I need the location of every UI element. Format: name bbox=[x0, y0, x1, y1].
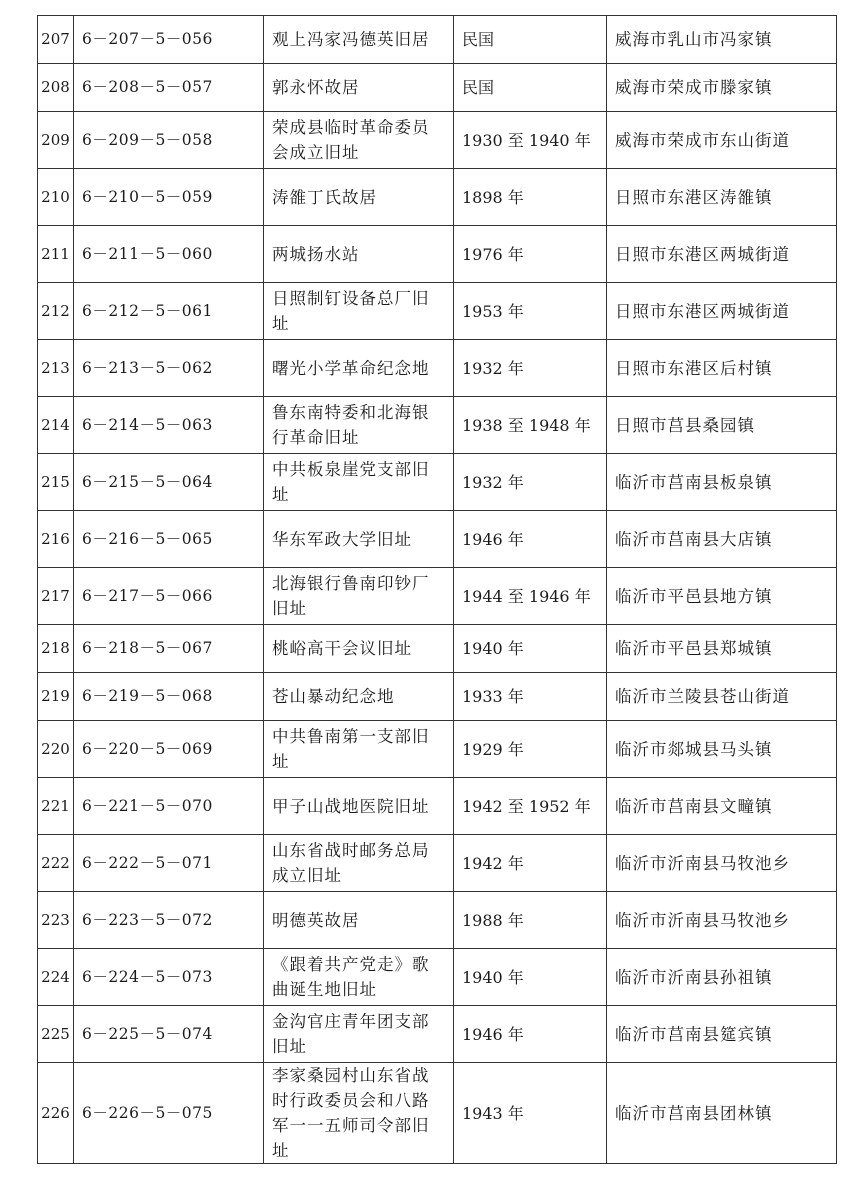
table-row bbox=[38, 64, 837, 112]
row-number: 225 bbox=[38, 1006, 74, 1063]
site-code: 6－212－5－061 bbox=[74, 283, 264, 340]
site-era: 1976 年 bbox=[454, 226, 607, 283]
table-row bbox=[38, 625, 837, 673]
site-code: 6－226－5－075 bbox=[74, 1063, 264, 1164]
site-code: 6－208－5－057 bbox=[74, 64, 264, 112]
site-location: 日照市东港区两城街道 bbox=[607, 226, 837, 283]
row-number: 210 bbox=[38, 169, 74, 226]
table-row bbox=[38, 454, 837, 511]
row-number: 218 bbox=[38, 625, 74, 673]
table-row bbox=[38, 397, 837, 454]
site-era: 1932 年 bbox=[454, 340, 607, 397]
site-name: 明德英故居 bbox=[264, 892, 454, 949]
site-name: 《跟着共产党走》歌曲诞生地旧址 bbox=[264, 949, 454, 1006]
site-code: 6－224－5－073 bbox=[74, 949, 264, 1006]
site-era: 1929 年 bbox=[454, 721, 607, 778]
site-name: 曙光小学革命纪念地 bbox=[264, 340, 454, 397]
site-era: 1942 年 bbox=[454, 835, 607, 892]
site-era: 1930 至 1940 年 bbox=[454, 112, 607, 169]
row-number: 216 bbox=[38, 511, 74, 568]
site-name: 山东省战时邮务总局成立旧址 bbox=[264, 835, 454, 892]
site-code: 6－207－5－056 bbox=[74, 16, 264, 64]
row-number: 212 bbox=[38, 283, 74, 340]
table-row bbox=[38, 568, 837, 625]
site-era: 1940 年 bbox=[454, 949, 607, 1006]
site-location: 临沂市沂南县孙祖镇 bbox=[607, 949, 837, 1006]
site-era: 1946 年 bbox=[454, 1006, 607, 1063]
site-location: 临沂市郯城县马头镇 bbox=[607, 721, 837, 778]
site-name: 观上冯家冯德英旧居 bbox=[264, 16, 454, 64]
table-row bbox=[38, 340, 837, 397]
site-era: 1938 至 1948 年 bbox=[454, 397, 607, 454]
site-name: 中共鲁南第一支部旧址 bbox=[264, 721, 454, 778]
site-location: 临沂市平邑县郑城镇 bbox=[607, 625, 837, 673]
site-code: 6－214－5－063 bbox=[74, 397, 264, 454]
site-name: 苍山暴动纪念地 bbox=[264, 673, 454, 721]
site-location: 临沂市平邑县地方镇 bbox=[607, 568, 837, 625]
row-number: 207 bbox=[38, 16, 74, 64]
site-era: 1940 年 bbox=[454, 625, 607, 673]
row-number: 209 bbox=[38, 112, 74, 169]
document-page bbox=[37, 15, 836, 1164]
site-era: 1943 年 bbox=[454, 1063, 607, 1164]
heritage-site-table bbox=[37, 15, 837, 1164]
table-row bbox=[38, 283, 837, 340]
site-code: 6－220－5－069 bbox=[74, 721, 264, 778]
site-location: 临沂市沂南县马牧池乡 bbox=[607, 892, 837, 949]
row-number: 221 bbox=[38, 778, 74, 835]
table-row bbox=[38, 1063, 837, 1164]
row-number: 217 bbox=[38, 568, 74, 625]
site-location: 临沂市莒南县大店镇 bbox=[607, 511, 837, 568]
site-era: 1946 年 bbox=[454, 511, 607, 568]
site-name: 李家桑园村山东省战时行政委员会和八路军一一五师司令部旧址 bbox=[264, 1063, 454, 1164]
table-row bbox=[38, 16, 837, 64]
site-era: 1944 至 1946 年 bbox=[454, 568, 607, 625]
row-number: 220 bbox=[38, 721, 74, 778]
site-location: 临沂市兰陵县苍山街道 bbox=[607, 673, 837, 721]
site-name: 金沟官庄青年团支部旧址 bbox=[264, 1006, 454, 1063]
site-era: 1953 年 bbox=[454, 283, 607, 340]
site-location: 日照市东港区涛雒镇 bbox=[607, 169, 837, 226]
table-row bbox=[38, 673, 837, 721]
table-row bbox=[38, 835, 837, 892]
site-era: 1933 年 bbox=[454, 673, 607, 721]
table-row bbox=[38, 778, 837, 835]
site-code: 6－223－5－072 bbox=[74, 892, 264, 949]
site-name: 桃峪高干会议旧址 bbox=[264, 625, 454, 673]
table-row bbox=[38, 112, 837, 169]
row-number: 213 bbox=[38, 340, 74, 397]
site-name: 甲子山战地医院旧址 bbox=[264, 778, 454, 835]
site-location: 临沂市莒南县筵宾镇 bbox=[607, 1006, 837, 1063]
site-era: 1932 年 bbox=[454, 454, 607, 511]
site-code: 6－216－5－065 bbox=[74, 511, 264, 568]
site-location: 日照市东港区后村镇 bbox=[607, 340, 837, 397]
site-name: 涛雒丁氏故居 bbox=[264, 169, 454, 226]
site-name: 两城扬水站 bbox=[264, 226, 454, 283]
site-code: 6－209－5－058 bbox=[74, 112, 264, 169]
site-code: 6－219－5－068 bbox=[74, 673, 264, 721]
row-number: 224 bbox=[38, 949, 74, 1006]
site-location: 威海市荣成市滕家镇 bbox=[607, 64, 837, 112]
site-era: 1898 年 bbox=[454, 169, 607, 226]
site-location: 威海市乳山市冯家镇 bbox=[607, 16, 837, 64]
site-code: 6－217－5－066 bbox=[74, 568, 264, 625]
table-row bbox=[38, 949, 837, 1006]
site-era: 1988 年 bbox=[454, 892, 607, 949]
site-name: 日照制钉设备总厂旧址 bbox=[264, 283, 454, 340]
row-number: 223 bbox=[38, 892, 74, 949]
table-row bbox=[38, 169, 837, 226]
row-number: 215 bbox=[38, 454, 74, 511]
site-location: 临沂市沂南县马牧池乡 bbox=[607, 835, 837, 892]
table-row bbox=[38, 226, 837, 283]
site-name: 鲁东南特委和北海银行革命旧址 bbox=[264, 397, 454, 454]
site-code: 6－222－5－071 bbox=[74, 835, 264, 892]
row-number: 214 bbox=[38, 397, 74, 454]
site-code: 6－215－5－064 bbox=[74, 454, 264, 511]
site-code: 6－225－5－074 bbox=[74, 1006, 264, 1063]
site-code: 6－221－5－070 bbox=[74, 778, 264, 835]
table-row bbox=[38, 1006, 837, 1063]
site-code: 6－211－5－060 bbox=[74, 226, 264, 283]
table-row bbox=[38, 511, 837, 568]
site-code: 6－210－5－059 bbox=[74, 169, 264, 226]
table-row bbox=[38, 721, 837, 778]
site-location: 临沂市莒南县板泉镇 bbox=[607, 454, 837, 511]
table-row bbox=[38, 892, 837, 949]
site-location: 临沂市莒南县文疃镇 bbox=[607, 778, 837, 835]
site-name: 华东军政大学旧址 bbox=[264, 511, 454, 568]
site-era: 民国 bbox=[454, 16, 607, 64]
site-code: 6－213－5－062 bbox=[74, 340, 264, 397]
row-number: 211 bbox=[38, 226, 74, 283]
row-number: 222 bbox=[38, 835, 74, 892]
row-number: 208 bbox=[38, 64, 74, 112]
site-name: 荣成县临时革命委员会成立旧址 bbox=[264, 112, 454, 169]
site-code: 6－218－5－067 bbox=[74, 625, 264, 673]
site-location: 临沂市莒南县团林镇 bbox=[607, 1063, 837, 1164]
site-location: 威海市荣成市东山街道 bbox=[607, 112, 837, 169]
site-name: 郭永怀故居 bbox=[264, 64, 454, 112]
site-location: 日照市莒县桑园镇 bbox=[607, 397, 837, 454]
site-name: 中共板泉崖党支部旧址 bbox=[264, 454, 454, 511]
site-era: 民国 bbox=[454, 64, 607, 112]
row-number: 226 bbox=[38, 1063, 74, 1164]
site-era: 1942 至 1952 年 bbox=[454, 778, 607, 835]
site-location: 日照市东港区两城街道 bbox=[607, 283, 837, 340]
row-number: 219 bbox=[38, 673, 74, 721]
site-name: 北海银行鲁南印钞厂旧址 bbox=[264, 568, 454, 625]
